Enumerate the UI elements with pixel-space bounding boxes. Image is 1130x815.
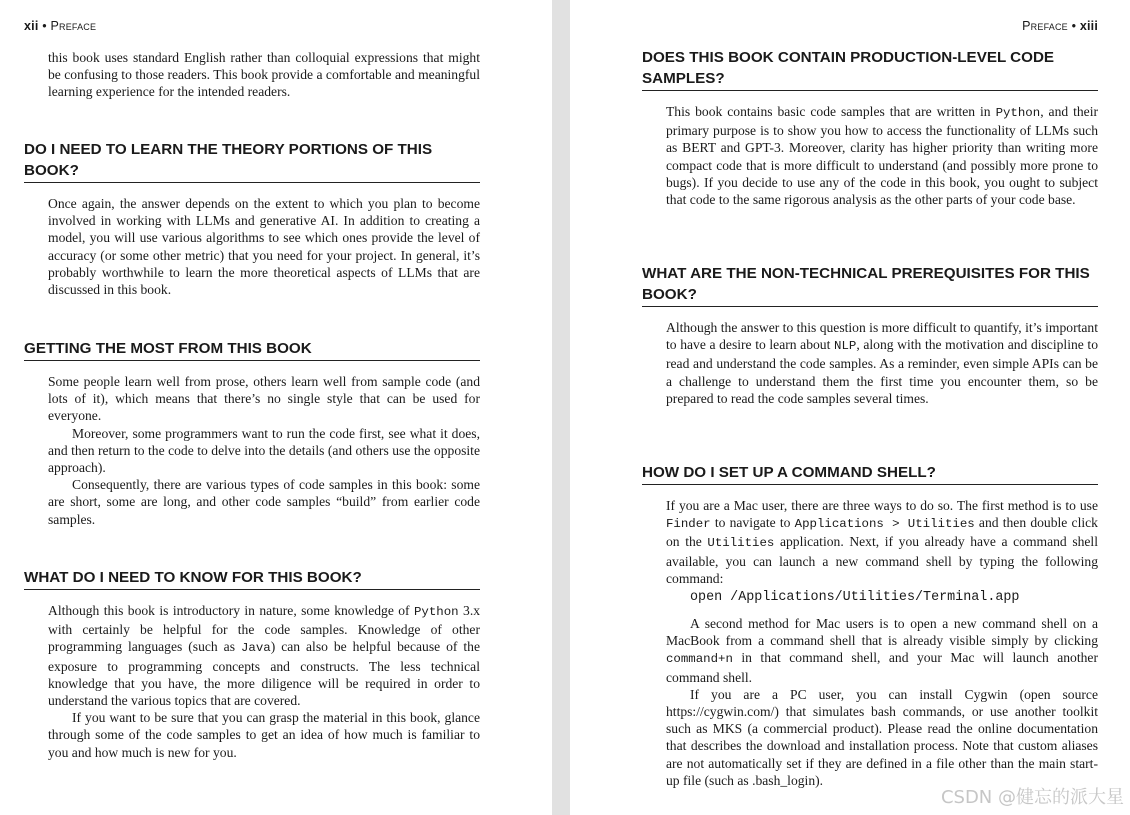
theory-paragraph: Once again, the answer depends on the extent to which you plan to become involved in working with LLMs and generative AI. In addition to creating a model, you will use various algorithms to see which ones provide the level of accuracy (or some other metric) that you need for your project. In general, it’s probably worthwhile to learn the more theoretical aspects of LLMs that are discussed in this book. — [48, 196, 480, 298]
right-page — [570, 0, 1130, 815]
left-running-head — [24, 19, 96, 33]
right-running-head — [1022, 19, 1098, 33]
intro-paragraph: this book uses standard English rather than colloquial expressions that might be confusing to those readers. This book provide a comfortable and meaningful learning experience for the intended readers. — [48, 50, 480, 100]
section-non-technical-body — [666, 319, 1098, 407]
terminal-command: open /Applications/Utilities/Terminal.app — [690, 590, 1020, 605]
heading-non-technical: WHAT ARE THE NON-TECHNICAL PREREQUISITES FOR THIS BOOK? — [642, 263, 1098, 307]
right-header-separator: • — [1071, 19, 1077, 33]
getting-most-paragraph-1: Some people learn well from prose, others learn well from sample code (and lots of it), which means that there’s no single style that can be used for everyone. — [48, 374, 480, 424]
python-code-term: Python — [413, 605, 459, 619]
left-header-section: Preface — [50, 19, 97, 33]
applications-utilities-code-term: Applications > Utilities — [794, 517, 975, 532]
heading-theory-portions: DO I NEED TO LEARN THE THEORY PORTIONS OF THIS BOOK? — [24, 139, 480, 183]
nlp-code-term: NLP — [834, 339, 857, 354]
section-command-shell-body-1 — [666, 497, 1098, 587]
finder-code-term: Finder — [666, 517, 711, 532]
intro-paragraph-block — [48, 49, 480, 101]
section-theory-body — [48, 195, 480, 298]
heading-getting-most: GETTING THE MOST FROM THIS BOOK — [24, 338, 480, 361]
heading-production-level: DOES THIS BOOK CONTAIN PRODUCTION-LEVEL CODE SAMPLES? — [642, 47, 1098, 91]
what-to-know-paragraph-2: If you want to be sure that you can grasp the material in this book, glance through some of the code samples to get an idea of how much is familiar to you and how much is new for you. — [48, 710, 480, 760]
section-getting-most-body — [48, 373, 480, 528]
right-page-number: xiii — [1079, 19, 1098, 33]
what-to-know-paragraph-1: Although this book is introductory in nature, some knowledge of Python 3.x with certainly be helpful for the code samples. Knowledge of other programming languages (such as Java) can also be helpful because of the exposure to programming concepts and constructs. The less technical knowledge that you have, the more diligence will be required in order to understand the various topics that are covered. — [48, 603, 481, 709]
heading-command-shell: HOW DO I SET UP A COMMAND SHELL? — [642, 462, 1098, 485]
getting-most-paragraph-3: Consequently, there are various types of code samples in this book: some are short, some are long, and other code samples “build” from earlier code samples. — [48, 477, 480, 527]
section-command-shell-body-2 — [666, 615, 1098, 789]
utilities-code-term: Utilities — [707, 536, 775, 551]
getting-most-paragraph-2: Moreover, some programmers want to run the code first, see what it does, and then return to the code to delve into the details (and others use the opposite approach). — [48, 425, 480, 476]
left-header-separator: • — [42, 19, 47, 33]
command-shell-paragraph-3: If you are a PC user, you can install Cygwin (open source https://cygwin.com/) that simulates bash commands, or use another toolkit such as MKS (a commercial product). Please read the online documentation that describes the download and installation process. Note that custom aliases are not automatically set if they are defined in a file other than the main start-up file (such as .bash_login). — [666, 686, 1098, 788]
heading-what-to-know: WHAT DO I NEED TO KNOW FOR THIS BOOK? — [24, 567, 480, 590]
left-page-number: xii — [24, 19, 39, 33]
section-what-to-know-body — [48, 602, 480, 761]
command-n-code-term: command+n — [666, 652, 733, 667]
csdn-watermark: CSDN @健忘的派大星 — [940, 787, 1124, 808]
section-production-body — [666, 103, 1098, 208]
python-code-term: Python — [995, 106, 1041, 120]
left-page — [0, 0, 552, 815]
command-shell-paragraph-2: A second method for Mac users is to open a new command shell on a MacBook from a command shell that is already visible simply by clicking command+n in that command shell, and your Mac will launch another command shell. — [666, 616, 1098, 685]
right-header-section: Preface — [1022, 19, 1068, 33]
command-shell-paragraph-1: If you are a Mac user, there are three ways to do so. The first method is to use Finder to navigate to Applications > Utilities and then double click on the Utilities application. Next, if you already have a command shell available, you can launch a new command shell by typing the following command: — [666, 498, 1098, 586]
java-code-term: Java — [240, 641, 271, 656]
production-paragraph: This book contains basic code samples that are written in Python, and their primary purpose is to show you how to access the functionality of LLMs such as BERT and GPT-3. Moreover, clarity has higher priority than writing more compact code that is more difficult to understand (and possibly more prone to bugs). If you decide to use any of the code in this book, you ought to subject that code to the same rigorous analysis as the other parts of your code base. — [666, 104, 1099, 208]
non-technical-paragraph: Although the answer to this question is more difficult to quantify, it’s important to have a desire to learn about NLP, along with the motivation and discipline to read and understand the code samples. As a reminder, even simple APIs can be a challenge to understand them the first time you encounter them, so be prepared to read the code samples several times. — [666, 320, 1098, 406]
page-gutter — [552, 0, 570, 815]
